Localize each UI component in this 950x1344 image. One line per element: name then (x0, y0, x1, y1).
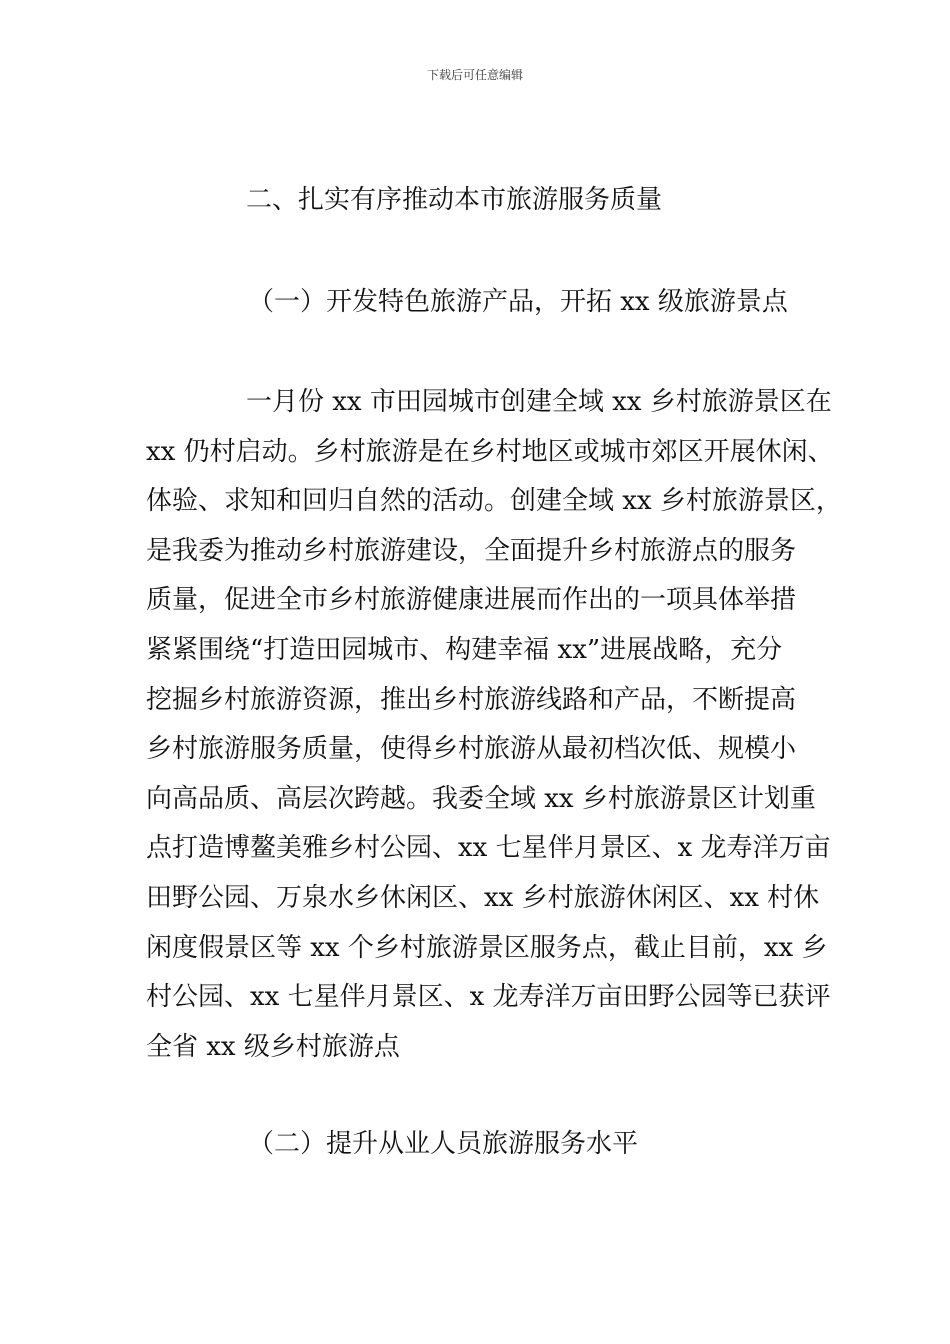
paragraph-line: 乡村旅游服务质量，使得乡村旅游从最初档次低、规模小 (146, 734, 797, 765)
paragraph-line: 体验、求知和回归自然的活动。创建全域 xx 乡村旅游景区， (146, 486, 842, 517)
paragraph-line: 是我委为推动乡村旅游建设，全面提升乡村旅游点的服务 (146, 535, 797, 566)
paragraph-line: xx 仍村启动。乡村旅游是在乡村地区或城市郊区开展休闲、 (146, 436, 834, 467)
paragraph-line: 点打造博鳌美雅乡村公园、xx 七星伴月景区、x 龙寿洋万亩 (146, 833, 831, 864)
paragraph-line: 挖掘乡村旅游资源，推出乡村旅游线路和产品，不断提高 (146, 684, 797, 715)
section-heading: 二、扎实有序推动本市旅游服务质量 (246, 185, 663, 215)
paragraph-line: 全省 xx 级乡村旅游点 (146, 1031, 400, 1062)
paragraph-line: 紧紧围绕“打造田园城市、构建幸福 xx”进展战略，充分 (146, 634, 783, 665)
paragraph-line: 向高品质、高层次跨越。我委全域 xx 乡村旅游景区计划重 (146, 783, 816, 814)
paragraph-line: 村公园、xx 七星伴月景区、x 龙寿洋万亩田野公园等已获评 (146, 982, 831, 1013)
subsection-heading-2: （二）提升从业人员旅游服务水平 (248, 1129, 639, 1159)
paragraph-line: 一月份 xx 市田园城市创建全域 xx 乡村旅游景区在 (246, 387, 832, 417)
body-paragraph (146, 378, 842, 1072)
page-header-note: 下载后可任意编辑 (426, 68, 523, 82)
subsection-heading-1: （一）开发特色旅游产品，开拓 xx 级旅游景点 (248, 287, 788, 317)
paragraph-line: 质量，促进全市乡村旅游健康进展而作出的一项具体举措 (146, 585, 797, 616)
paragraph-line: 田野公园、万泉水乡休闲区、xx 乡村旅游休闲区、xx 村休 (146, 882, 820, 913)
paragraph-line: 闲度假景区等 xx 个乡村旅游景区服务点，截止目前，xx 乡 (146, 932, 828, 963)
